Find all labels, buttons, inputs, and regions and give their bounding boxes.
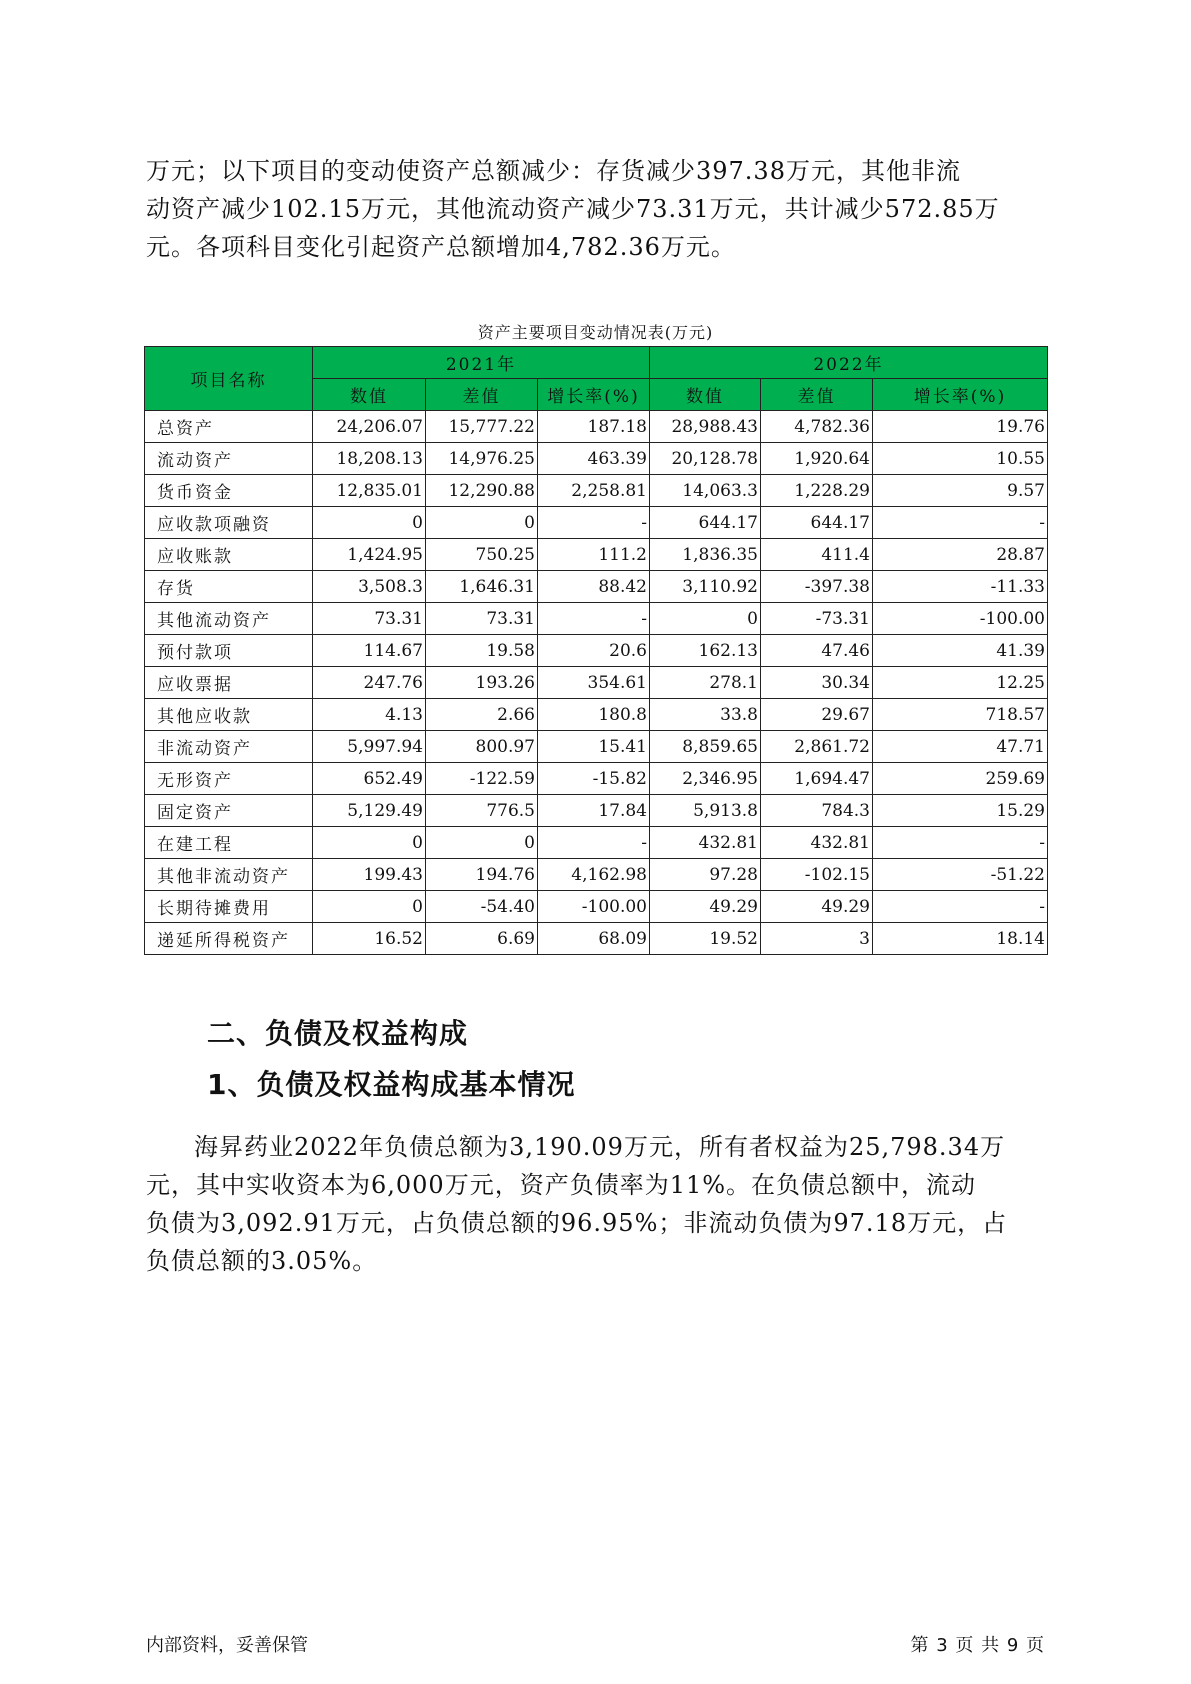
row-item-name: 固定资产 <box>145 795 313 827</box>
row-value-cell: 4,162.98 <box>538 859 650 891</box>
row-value-cell: 30.34 <box>761 667 873 699</box>
row-value-cell: 0 <box>426 827 538 859</box>
header-value-2021: 数值 <box>313 379 426 411</box>
footer-confidential-note: 内部资料，妥善保管 <box>146 1635 308 1656</box>
table-row <box>145 891 1048 923</box>
header-diff-2022: 差值 <box>761 379 873 411</box>
row-value-cell: 644.17 <box>650 507 761 539</box>
row-value-cell: 0 <box>650 603 761 635</box>
table-row <box>145 795 1048 827</box>
row-value-cell: 15.41 <box>538 731 650 763</box>
row-value-cell: - <box>873 891 1048 923</box>
row-value-cell: 180.8 <box>538 699 650 731</box>
row-value-cell: 28.87 <box>873 539 1048 571</box>
row-value-cell: 5,997.94 <box>313 731 426 763</box>
row-value-cell: 718.57 <box>873 699 1048 731</box>
row-item-name: 预付款项 <box>145 635 313 667</box>
row-value-cell: 3 <box>761 923 873 955</box>
row-value-cell: 111.2 <box>538 539 650 571</box>
row-value-cell: 193.26 <box>426 667 538 699</box>
row-value-cell: 411.4 <box>761 539 873 571</box>
header-year-2021: 2021年 <box>313 347 650 379</box>
subsection-heading: 1、负债及权益构成基本情况 <box>207 1068 576 1101</box>
row-value-cell: 278.1 <box>650 667 761 699</box>
asset-changes-table <box>144 346 1048 955</box>
table-row <box>145 507 1048 539</box>
row-value-cell: -15.82 <box>538 763 650 795</box>
row-value-cell: - <box>538 827 650 859</box>
row-item-name: 其他流动资产 <box>145 603 313 635</box>
row-value-cell: 784.3 <box>761 795 873 827</box>
row-value-cell: -73.31 <box>761 603 873 635</box>
row-value-cell: 68.09 <box>538 923 650 955</box>
row-item-name: 长期待摊费用 <box>145 891 313 923</box>
row-value-cell: 0 <box>313 891 426 923</box>
row-value-cell: 776.5 <box>426 795 538 827</box>
row-item-name: 递延所得税资产 <box>145 923 313 955</box>
footer-page-number: 第 3 页 共 9 页 <box>910 1635 1045 1656</box>
row-value-cell: -100.00 <box>873 603 1048 635</box>
row-value-cell: -100.00 <box>538 891 650 923</box>
row-item-name: 总资产 <box>145 411 313 443</box>
row-value-cell: 33.8 <box>650 699 761 731</box>
row-value-cell: 463.39 <box>538 443 650 475</box>
row-value-cell: - <box>538 507 650 539</box>
row-value-cell: 9.57 <box>873 475 1048 507</box>
table-row <box>145 731 1048 763</box>
intro-line: 万元；以下项目的变动使资产总额减少：存货减少397.38万元，其他非流 <box>146 157 961 185</box>
row-value-cell: 88.42 <box>538 571 650 603</box>
row-value-cell: 1,424.95 <box>313 539 426 571</box>
table-row <box>145 539 1048 571</box>
row-value-cell: 97.28 <box>650 859 761 891</box>
row-value-cell: 259.69 <box>873 763 1048 795</box>
table-row <box>145 635 1048 667</box>
row-value-cell: 0 <box>313 507 426 539</box>
row-item-name: 其他应收款 <box>145 699 313 731</box>
table-row <box>145 571 1048 603</box>
row-value-cell: 10.55 <box>873 443 1048 475</box>
row-value-cell: 47.71 <box>873 731 1048 763</box>
row-value-cell: 432.81 <box>650 827 761 859</box>
row-value-cell: 644.17 <box>761 507 873 539</box>
row-value-cell: -54.40 <box>426 891 538 923</box>
header-item-name: 项目名称 <box>145 347 313 411</box>
header-value-2022: 数值 <box>650 379 761 411</box>
row-item-name: 应收款项融资 <box>145 507 313 539</box>
row-value-cell: 29.67 <box>761 699 873 731</box>
row-value-cell: 6.69 <box>426 923 538 955</box>
row-value-cell: 750.25 <box>426 539 538 571</box>
header-growth-2021: 增长率(%) <box>538 379 650 411</box>
row-value-cell: 15,777.22 <box>426 411 538 443</box>
row-value-cell: 1,228.29 <box>761 475 873 507</box>
row-value-cell: 0 <box>313 827 426 859</box>
row-value-cell: 17.84 <box>538 795 650 827</box>
body-line: 负债为3,092.91万元，占负债总额的96.95%；非流动负债为97.18万元，占 <box>146 1209 1008 1237</box>
row-value-cell: 14,976.25 <box>426 443 538 475</box>
row-value-cell: 15.29 <box>873 795 1048 827</box>
row-value-cell: 1,646.31 <box>426 571 538 603</box>
table-row <box>145 443 1048 475</box>
row-value-cell: 19.58 <box>426 635 538 667</box>
row-value-cell: 2,346.95 <box>650 763 761 795</box>
row-item-name: 应收票据 <box>145 667 313 699</box>
row-item-name: 非流动资产 <box>145 731 313 763</box>
row-value-cell: 5,913.8 <box>650 795 761 827</box>
row-value-cell: - <box>873 507 1048 539</box>
row-value-cell: 4.13 <box>313 699 426 731</box>
row-value-cell: 114.67 <box>313 635 426 667</box>
row-value-cell: 41.39 <box>873 635 1048 667</box>
header-year-2022: 2022年 <box>650 347 1048 379</box>
row-value-cell: 19.76 <box>873 411 1048 443</box>
row-value-cell: -51.22 <box>873 859 1048 891</box>
row-value-cell: 73.31 <box>426 603 538 635</box>
row-value-cell: 24,206.07 <box>313 411 426 443</box>
section-heading: 二、负债及权益构成 <box>207 1017 469 1050</box>
row-value-cell: - <box>873 827 1048 859</box>
header-diff-2021: 差值 <box>426 379 538 411</box>
row-item-name: 其他非流动资产 <box>145 859 313 891</box>
row-value-cell: 432.81 <box>761 827 873 859</box>
row-value-cell: 8,859.65 <box>650 731 761 763</box>
row-value-cell: 2,258.81 <box>538 475 650 507</box>
row-value-cell: 652.49 <box>313 763 426 795</box>
row-value-cell: 3,110.92 <box>650 571 761 603</box>
body-line: 元，其中实收资本为6,000万元，资产负债率为11%。在负债总额中，流动 <box>146 1171 977 1199</box>
row-value-cell: 18,208.13 <box>313 443 426 475</box>
row-item-name: 应收账款 <box>145 539 313 571</box>
row-value-cell: 0 <box>426 507 538 539</box>
body-paragraph <box>146 1128 1046 1280</box>
row-value-cell: 194.76 <box>426 859 538 891</box>
row-value-cell: -102.15 <box>761 859 873 891</box>
table-row <box>145 411 1048 443</box>
row-value-cell: 12,835.01 <box>313 475 426 507</box>
row-value-cell: 49.29 <box>650 891 761 923</box>
row-value-cell: 1,694.47 <box>761 763 873 795</box>
body-line: 负债总额的3.05%。 <box>146 1247 378 1275</box>
table-row <box>145 763 1048 795</box>
body-line: 海昇药业2022年负债总额为3,190.09万元，所有者权益为25,798.34万 <box>194 1133 1006 1161</box>
row-value-cell: 162.13 <box>650 635 761 667</box>
row-value-cell: 20,128.78 <box>650 443 761 475</box>
row-value-cell: 199.43 <box>313 859 426 891</box>
row-value-cell: 16.52 <box>313 923 426 955</box>
table-title: 资产主要项目变动情况表(万元) <box>477 323 714 342</box>
row-value-cell: 73.31 <box>313 603 426 635</box>
row-item-name: 无形资产 <box>145 763 313 795</box>
row-value-cell: -122.59 <box>426 763 538 795</box>
row-value-cell: 12,290.88 <box>426 475 538 507</box>
row-value-cell: 12.25 <box>873 667 1048 699</box>
row-value-cell: -11.33 <box>873 571 1048 603</box>
table-row <box>145 827 1048 859</box>
row-value-cell: 20.6 <box>538 635 650 667</box>
intro-line: 元。各项科目变化引起资产总额增加4,782.36万元。 <box>146 233 736 261</box>
header-growth-2022: 增长率(%) <box>873 379 1048 411</box>
row-value-cell: 2,861.72 <box>761 731 873 763</box>
table-row <box>145 923 1048 955</box>
row-value-cell: 14,063.3 <box>650 475 761 507</box>
table-row <box>145 667 1048 699</box>
row-value-cell: -397.38 <box>761 571 873 603</box>
table-row <box>145 475 1048 507</box>
row-value-cell: 247.76 <box>313 667 426 699</box>
row-item-name: 流动资产 <box>145 443 313 475</box>
row-value-cell: 3,508.3 <box>313 571 426 603</box>
row-value-cell: 800.97 <box>426 731 538 763</box>
row-item-name: 存货 <box>145 571 313 603</box>
table-row <box>145 699 1048 731</box>
row-value-cell: 5,129.49 <box>313 795 426 827</box>
row-value-cell: 1,836.35 <box>650 539 761 571</box>
row-value-cell: 4,782.36 <box>761 411 873 443</box>
intro-line: 动资产减少102.15万元，其他流动资产减少73.31万元，共计减少572.85万 <box>146 195 1000 223</box>
row-value-cell: 1,920.64 <box>761 443 873 475</box>
row-value-cell: 354.61 <box>538 667 650 699</box>
table-body <box>145 411 1048 955</box>
row-value-cell: 28,988.43 <box>650 411 761 443</box>
row-value-cell: 187.18 <box>538 411 650 443</box>
row-item-name: 在建工程 <box>145 827 313 859</box>
table-row <box>145 603 1048 635</box>
row-value-cell: 2.66 <box>426 699 538 731</box>
row-value-cell: 18.14 <box>873 923 1048 955</box>
table-row <box>145 859 1048 891</box>
row-value-cell: 19.52 <box>650 923 761 955</box>
row-item-name: 货币资金 <box>145 475 313 507</box>
intro-paragraph <box>146 152 1046 266</box>
row-value-cell: - <box>538 603 650 635</box>
row-value-cell: 47.46 <box>761 635 873 667</box>
row-value-cell: 49.29 <box>761 891 873 923</box>
